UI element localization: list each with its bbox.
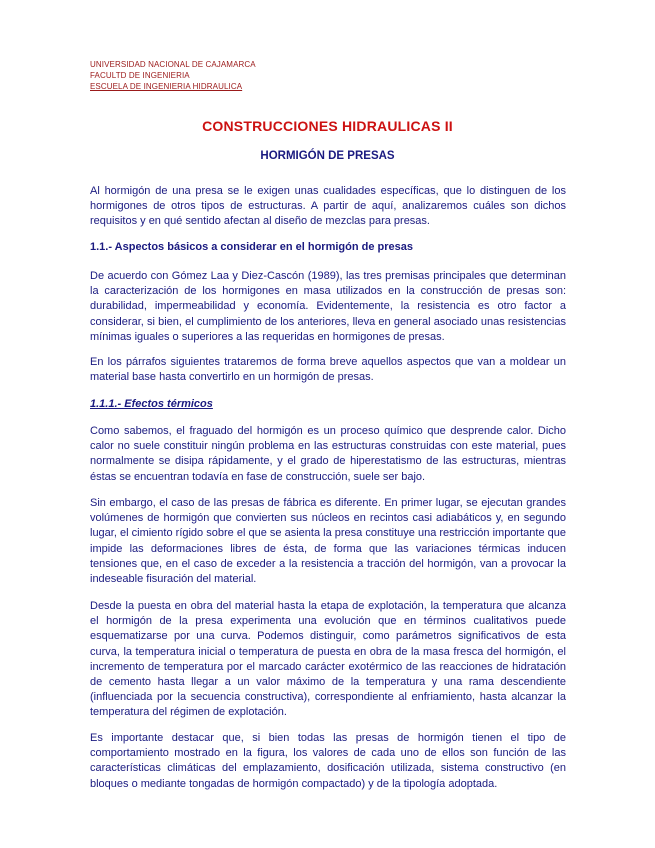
header-faculty: FACULTD DE INGENIERIA: [90, 71, 190, 80]
section-1-1-paragraph-1: De acuerdo con Gómez Laa y Diez-Cascón (1989), las tres premisas principales que determinan la caracterización de los hormigones en masa utilizados en la construcción de presas son: durabilidad, impermeabilidad y economía. Evidentemente, la resistencia es otro factor a considerar, si bien, el cumplimiento de los anteriores, lleva en general asociado unas resistencias mínimas iguales o superiores a las requeridas en hormigones de presas.: [90, 270, 566, 343]
document-header: [90, 59, 256, 92]
section-1-1-paragraph-2: En los párrafos siguientes trataremos de forma breve aquellos aspectos que van a moldear un material base hasta convertirlo en un hormigón de presas.: [90, 356, 566, 384]
page-subtitle: HORMIGÓN DE PRESAS: [260, 150, 395, 162]
section-1-1-1-paragraph-4: Es importante destacar que, si bien todas las presas de hormigón tienen el tipo de comportamiento mostrado en la figura, los valores de cada uno de ellos son función de las características climáticas del emplazamiento, dosificación utilizada, sistema constructivo (en bloques o mediante tongadas de hormigón compactado) y de la tipología adoptada.: [90, 732, 566, 790]
section-heading-1-1: 1.1.- Aspectos básicos a considerar en el hormigón de presas: [90, 241, 413, 253]
section-heading-1-1-1: 1.1.1.- Efectos térmicos: [90, 398, 213, 410]
page-title: CONSTRUCCIONES HIDRAULICAS II: [202, 118, 453, 134]
header-university: UNIVERSIDAD NACIONAL DE CAJAMARCA: [90, 60, 256, 69]
section-1-1-1-paragraph-2: Sin embargo, el caso de las presas de fábrica es diferente. En primer lugar, se ejecutan grandes volúmenes de hormigón que convierten sus núcleos en recintos casi adiabáticos y, en segundo lugar, el cimiento rígido sobre el que se asienta la presa constituye una restricción importante que impide las deformaciones libres de ésta, de forma que las variaciones térmicas inducen tensiones que, en el caso de exceder a la resistencia a tracción del hormigón, van a provocar la indeseable fisuración del material.: [90, 497, 566, 586]
section-1-1-1-paragraph-1: Como sabemos, el fraguado del hormigón es un proceso químico que desprende calor. Dicho calor no suele constituir ningún problema en las estructuras construidas con este material, pues normalmente se disipa rápidamente, y el grado de hiperestatismo de las estructuras, mientras éstas se encuentran todavía en fase de construcción, suele ser bajo.: [90, 425, 566, 483]
section-1-1-1-paragraph-3: Desde la puesta en obra del material hasta la etapa de explotación, la temperatura que alcanza el hormigón de la presa experimenta una evolución que en términos cualitativos puede esquematizarse por una curva. Podemos distinguir, como parámetros significativos de esta curva, la temperatura inicial o temperatura de puesta en obra de la masa fresca del hormigón, el incremento de temperatura por el marcado carácter exotérmico de las reacciones de hidratación de cemento hasta llegar a un valor máximo de la temperatura y una rama descendiente (influenciada por la secuencia constructiva), correspondiente al enfriamiento, hasta alcanzar la temperatura del régimen de explotación.: [90, 600, 566, 719]
intro-paragraph: Al hormigón de una presa se le exigen unas cualidades específicas, que lo distinguen de los hormigones de otros tipos de estructuras. A partir de aquí, analizaremos cuáles son dichos requisitos y en qué sentido afectan al diseño de mezclas para presas.: [90, 185, 566, 228]
header-school: ESCUELA DE INGENIERIA HIDRAULICA: [90, 82, 243, 91]
